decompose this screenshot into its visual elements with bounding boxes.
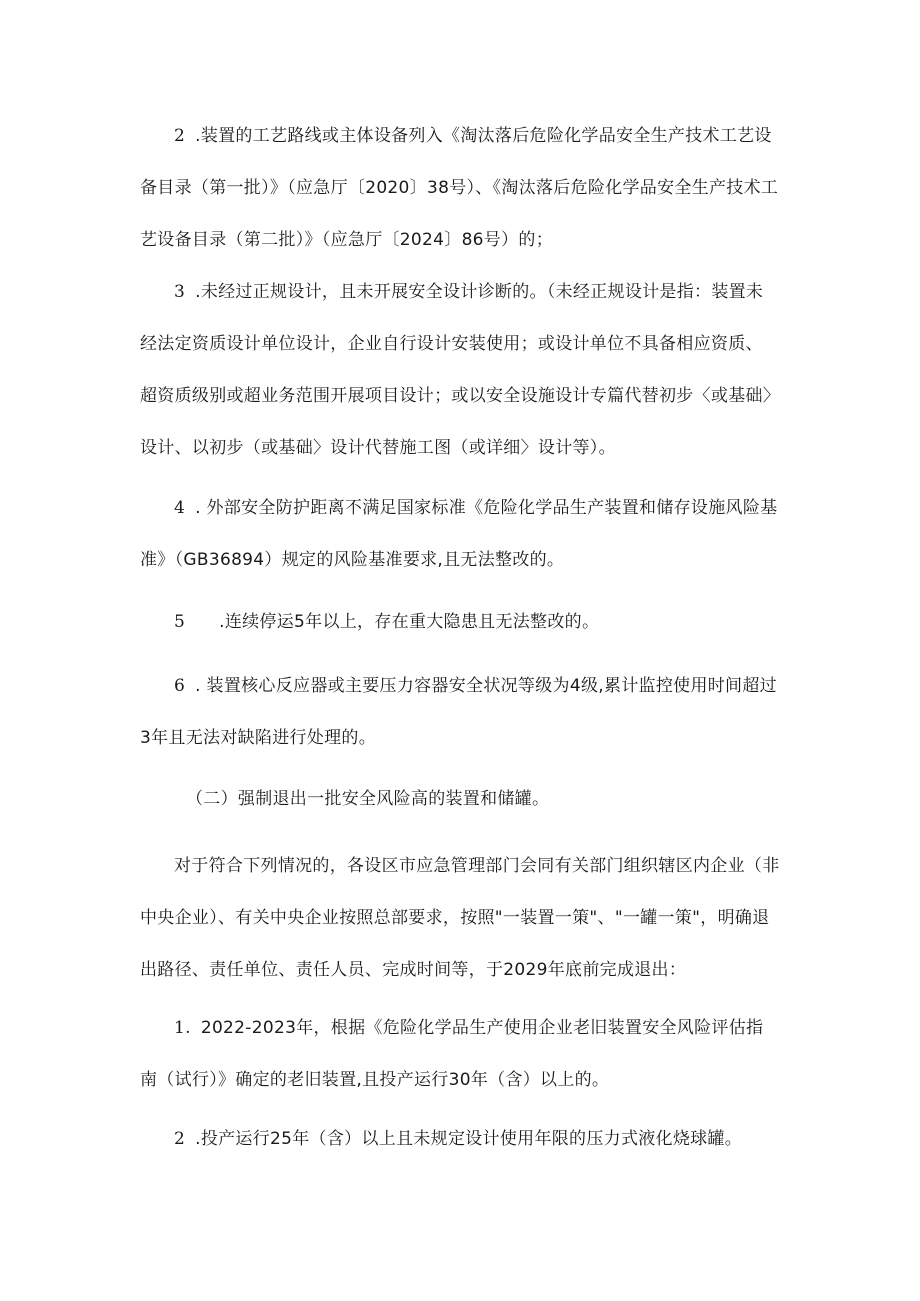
item-number: 2 xyxy=(174,126,186,146)
item-number: 3 xyxy=(174,282,186,302)
paragraph-item-6 xyxy=(140,660,780,764)
paragraph-item-3 xyxy=(140,266,780,474)
paragraph-item-4 xyxy=(140,482,780,586)
paragraph-text: .投产运行25年（含）以上且未规定设计使用年限的压力式液化烧球罐。 xyxy=(195,1129,743,1149)
paragraph-item-2 xyxy=(140,110,780,266)
paragraph-text: . 外部安全防护距离不满足国家标准《危险化学品生产装置和储存设施风险基准》（GB36894）规定的风险基准要求,且无法整改的。 xyxy=(140,498,778,570)
item-number: 4 xyxy=(174,498,186,518)
paragraph-item-5 xyxy=(140,596,780,648)
paragraph-intro xyxy=(140,840,780,996)
item-number: 2 xyxy=(174,1129,186,1149)
paragraph-item-2b xyxy=(140,1113,780,1165)
paragraph-text: 对于符合下列情况的，各设区市应急管理部门会同有关部门组织辖区内企业（非中央企业）、有关中央企业按照总部要求，按照"一装置一策"、"一罐一策"，明确退出路径、责任单位、责任人员、完成时间等，于2029年底前完成退出： xyxy=(140,856,780,980)
section-heading xyxy=(140,773,780,825)
paragraph-text: .连续停运5年以上，存在重大隐患且无法整改的。 xyxy=(219,612,600,632)
item-number: 1. xyxy=(174,1018,191,1038)
item-number: 5 xyxy=(174,612,186,632)
paragraph-item-1 xyxy=(140,1002,780,1106)
paragraph-text: .装置的工艺路线或主体设备列入《淘汰落后危险化学品安全生产技术工艺设备目录（第一批）》（应急厅〔2020〕38号）、《淘汰落后危险化学品安全生产技术工艺设备目录（第二批）》（应急厅〔2024〕86号）的； xyxy=(140,126,779,250)
paragraph-text: （二）强制退出一批安全风险高的装置和储罐。 xyxy=(186,789,550,809)
paragraph-text: 2022-2023年，根据《危险化学品生产使用企业老旧装置安全风险评估指南（试行）》确定的老旧装置,且投产运行30年（含）以上的。 xyxy=(140,1018,764,1090)
item-number: 6 xyxy=(174,676,186,696)
paragraph-text: .未经过正规设计，且未开展安全设计诊断的。（未经正规设计是指：装置未经法定资质设计单位设计，企业自行设计安装使用；或设计单位不具备相应资质、超资质级别或超业务范围开展项目设计；或以安全设施设计专篇代替初步〈或基础〉设计、以初步（或基础〉设计代替施工图（或详细〉设计等）。 xyxy=(140,282,772,458)
paragraph-text: . 装置核心反应器或主要压力容器安全状况等级为4级,累计监控使用时间超过3年且无法对缺陷进行处理的。 xyxy=(140,676,777,748)
